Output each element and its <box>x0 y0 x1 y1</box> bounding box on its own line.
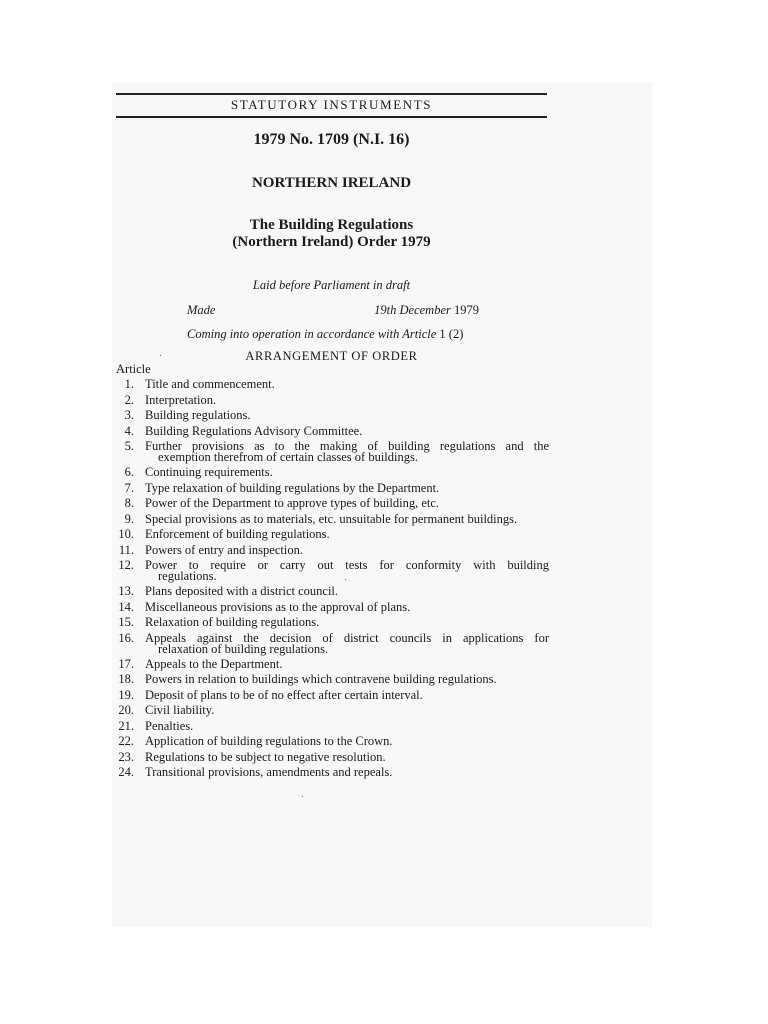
article-column-label: Article <box>116 362 151 376</box>
article-title: Continuing requirements. <box>145 465 273 479</box>
article-number: 22. <box>118 734 134 748</box>
article-item <box>0 687 768 703</box>
article-title: Enforcement of building regulations. <box>145 527 330 541</box>
article-title: Application of building regulations to the Crown. <box>145 734 393 748</box>
article-title: Powers in relation to buildings which contravene building regulations. <box>145 672 497 686</box>
article-title: Transitional provisions, amendments and repeals. <box>145 765 393 779</box>
article-item <box>0 599 768 615</box>
made-date-day: 19th December <box>374 303 451 317</box>
article-number: 14. <box>118 599 134 614</box>
article-number: 21. <box>118 718 134 733</box>
article-item <box>0 764 768 780</box>
article-title: Penalties. <box>145 718 194 733</box>
made-date-year: 1979 <box>450 303 479 317</box>
article-number: 9. <box>124 511 134 526</box>
article-number: 11. <box>118 542 134 557</box>
article-number: 19. <box>118 687 134 702</box>
article-title: Building regulations. <box>145 408 251 422</box>
article-number: 13. <box>118 584 134 598</box>
article-title: Further provisions as to the making of building regulations and the <box>145 439 549 453</box>
article-number: 20. <box>118 703 134 717</box>
article-title-continuation: relaxation of building regulations. <box>158 641 329 656</box>
article-title: Title and commencement. <box>145 377 275 391</box>
article-title: Civil liability. <box>145 703 215 717</box>
article-number: 5. <box>124 439 134 453</box>
article-number: 8. <box>124 496 134 510</box>
article-title: Powers of entry and inspection. <box>145 542 303 557</box>
article-title: Power of the Department to approve types of building, etc. <box>145 496 440 510</box>
article-title: Building Regulations Advisory Committee. <box>145 423 363 438</box>
article-item <box>0 733 768 749</box>
article-title: Special provisions as to materials, etc. unsuitable for permanent buildings. <box>145 511 518 526</box>
article-item <box>0 407 768 423</box>
article-title: Relaxation of building regulations. <box>145 615 320 629</box>
article-number: 15. <box>118 615 134 629</box>
article-number: 2. <box>124 392 134 407</box>
article-item <box>0 718 768 734</box>
scan-speck <box>345 579 346 580</box>
article-title: Miscellaneous provisions as to the approval of plans. <box>145 599 411 614</box>
article-item <box>0 702 768 718</box>
article-number: 10. <box>118 527 134 541</box>
laid-before-parliament: Laid before Parliament in draft <box>252 278 411 292</box>
order-title-line-2: (Northern Ireland) Order 1979 <box>232 234 431 250</box>
article-number: 18. <box>118 672 134 686</box>
article-number: 7. <box>124 480 134 495</box>
article-item <box>0 671 768 687</box>
article-item <box>0 614 768 630</box>
article-title: Deposit of plans to be of no effect after certain interval. <box>145 687 423 702</box>
article-item <box>0 511 768 527</box>
article-number: 23. <box>118 749 134 764</box>
article-title: Interpretation. <box>145 392 217 407</box>
article-item <box>0 423 768 439</box>
instrument-number: 1979 No. 1709 (N.I. 16) <box>253 131 410 148</box>
article-item <box>0 542 768 558</box>
article-number: 12. <box>118 558 134 572</box>
order-title <box>116 217 547 251</box>
article-number: 17. <box>118 656 134 671</box>
series-heading: STATUTORY INSTRUMENTS <box>230 97 433 112</box>
article-number: 24. <box>118 765 134 779</box>
region-heading: NORTHERN IRELAND <box>251 175 412 191</box>
article-title: Regulations to be subject to negative resolution. <box>145 749 386 764</box>
article-number: 16. <box>118 630 134 645</box>
article-title: Power to require or carry out tests for conformity with building <box>145 558 549 572</box>
coming-into-operation-ref: 1 (2) <box>436 327 464 341</box>
coming-into-operation <box>187 326 463 342</box>
article-title: Appeals to the Department. <box>145 656 283 671</box>
article-item <box>0 392 768 408</box>
article-title-continuation: exemption therefrom of certain classes of buildings. <box>158 450 418 464</box>
article-item <box>0 583 768 599</box>
article-item <box>0 480 768 496</box>
article-number: 3. <box>124 408 134 422</box>
article-item <box>0 376 768 392</box>
article-item <box>0 495 768 511</box>
article-number: 1. <box>124 377 134 391</box>
article-title: Appeals against the decision of district councils in applications for <box>145 630 549 645</box>
article-title: Plans deposited with a district council. <box>145 584 339 598</box>
made-date <box>355 302 479 318</box>
scan-speck <box>160 355 161 356</box>
article-item <box>0 749 768 765</box>
header-rule-bottom <box>116 116 547 118</box>
coming-into-operation-text: Coming into operation in accordance with Article <box>187 327 437 341</box>
order-title-line-1: The Building Regulations <box>249 217 414 233</box>
arrangement-heading: ARRANGEMENT OF ORDER <box>245 349 418 363</box>
article-item <box>0 464 768 480</box>
article-item <box>0 526 768 542</box>
scan-speck <box>302 796 303 797</box>
article-title-continuation: regulations. <box>158 569 217 583</box>
article-title: Type relaxation of building regulations by the Department. <box>145 480 440 495</box>
article-item <box>0 656 768 672</box>
article-number: 6. <box>124 465 134 479</box>
article-number: 4. <box>124 423 134 438</box>
made-label: Made <box>187 303 216 317</box>
